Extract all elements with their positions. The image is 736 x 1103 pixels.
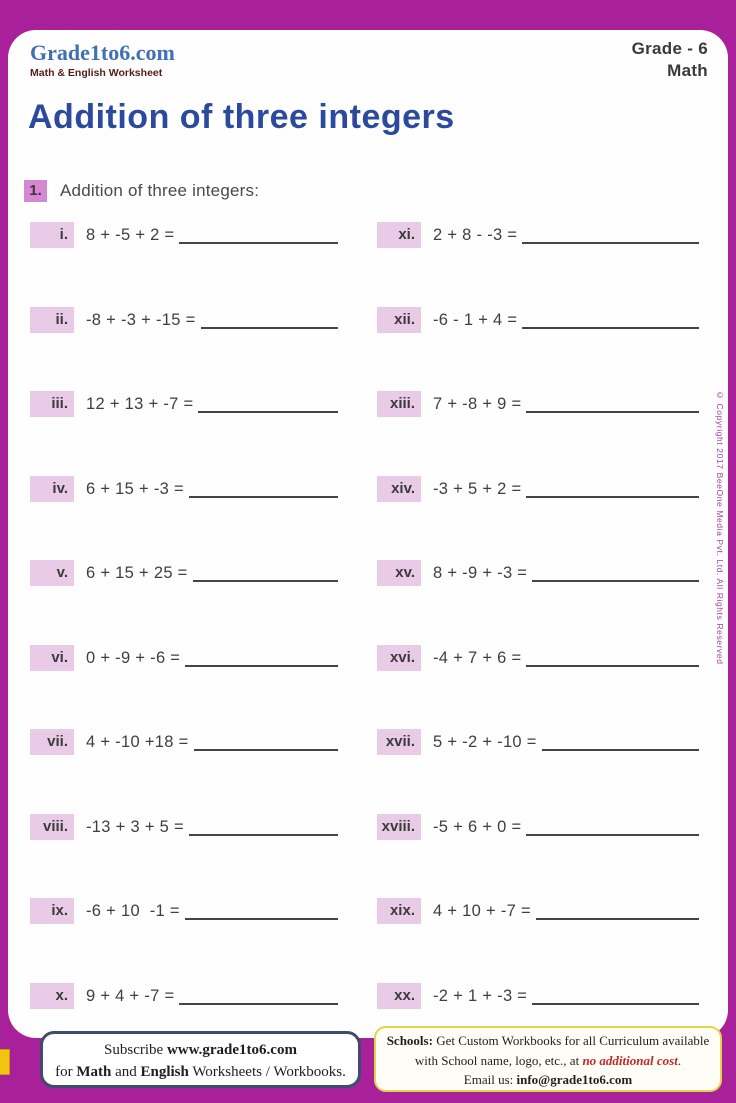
problem-number-badge: ix.	[30, 898, 74, 924]
problem-number-badge: xii.	[377, 307, 421, 333]
problem-number-badge: xviii.	[377, 814, 421, 840]
answer-blank-line	[536, 898, 699, 920]
site-subtitle: Math & English Worksheet	[30, 67, 163, 79]
subscribe-line1: Subscribe www.grade1to6.com	[104, 1042, 297, 1058]
problem-row	[377, 983, 699, 1009]
problem-row	[30, 560, 338, 586]
problem-row	[30, 645, 338, 671]
problem-number-badge: xiv.	[377, 476, 421, 502]
problem-number-badge: v.	[30, 560, 74, 586]
problem-number-badge: iv.	[30, 476, 74, 502]
problems-column-right	[377, 222, 699, 1067]
answer-blank-line	[185, 898, 338, 920]
problem-row	[30, 729, 338, 755]
problem-row	[377, 814, 699, 840]
problem-number-badge: vi.	[30, 645, 74, 671]
problem-expression: 9 + 4 + -7 =	[86, 986, 175, 1005]
answer-blank-line	[526, 476, 699, 498]
problem-row	[377, 729, 699, 755]
question-heading	[24, 180, 259, 202]
question-number-badge: 1.	[24, 180, 47, 202]
problem-number-badge: xiii.	[377, 391, 421, 417]
schools-line3: Email us: info@grade1to6.com	[463, 1072, 633, 1087]
problem-row	[377, 476, 699, 502]
schools-line2: with School name, logo, etc., at no additional cost.	[414, 1052, 682, 1068]
problem-row	[30, 898, 338, 924]
worksheet-card	[8, 30, 728, 1038]
problem-expression: 6 + 15 + -3 =	[86, 479, 184, 498]
grade-label: Grade - 6	[631, 39, 708, 58]
problem-expression: -5 + 6 + 0 =	[433, 817, 522, 836]
problem-expression: 5 + -2 + -10 =	[433, 733, 537, 751]
problem-expression: -6 - 1 + 4 =	[433, 310, 518, 329]
answer-blank-line	[179, 983, 338, 1005]
problem-number-badge: xix.	[377, 898, 421, 924]
problem-number-badge: xi.	[377, 222, 421, 248]
problem-row	[377, 307, 699, 333]
problem-expression: 4 + -10 +18 =	[86, 733, 189, 751]
problem-expression: -13 + 3 + 5 =	[86, 817, 184, 836]
answer-blank-line	[179, 222, 338, 244]
answer-blank-line	[526, 814, 699, 836]
page-title: Addition of three integers	[28, 98, 455, 136]
answer-blank-line	[194, 729, 338, 751]
problem-number-badge: iii.	[30, 391, 74, 417]
problem-row	[377, 560, 699, 586]
answer-blank-line	[526, 645, 699, 667]
answer-blank-line	[189, 476, 338, 498]
problem-expression: 0 + -9 + -6 =	[86, 648, 181, 667]
problem-expression: -2 + 1 + -3 =	[433, 986, 528, 1005]
site-name: Grade1to6.com	[30, 40, 175, 65]
problem-row	[377, 391, 699, 417]
problems-column-left	[30, 222, 338, 1067]
problem-number-badge: viii.	[30, 814, 74, 840]
subscribe-line2: for Math and English Worksheets / Workbooks.	[55, 1063, 346, 1080]
answer-blank-line	[193, 560, 338, 582]
problem-number-badge: vii.	[30, 729, 74, 755]
answer-blank-line	[526, 391, 699, 413]
problem-expression: 6 + 15 + 25 =	[86, 564, 188, 582]
no-additional-cost-highlight: no additional cost	[582, 1052, 678, 1068]
grade-subject-block	[632, 38, 708, 82]
problem-number-badge: xv.	[377, 560, 421, 586]
problem-row	[30, 814, 338, 840]
problem-number-badge: x.	[30, 983, 74, 1009]
answer-blank-line	[201, 307, 338, 329]
problem-row	[377, 898, 699, 924]
problem-row	[377, 222, 699, 248]
subscribe-url: www.grade1to6.com	[166, 1042, 297, 1058]
site-logo	[30, 40, 175, 79]
copyright-notice: © Copyright 2017 BeeOne Media Pvt. Ltd. All Rights Reserved	[715, 390, 725, 665]
answer-blank-line	[189, 814, 338, 836]
problem-expression: -8 + -3 + -15 =	[86, 310, 196, 329]
problem-expression: -3 + 5 + 2 =	[433, 479, 522, 498]
footer-subscribe-box	[40, 1031, 361, 1088]
problem-row	[30, 476, 338, 502]
problem-number-badge: i.	[30, 222, 74, 248]
problem-number-badge: xx.	[377, 983, 421, 1009]
problem-row	[30, 222, 338, 248]
problem-number-badge: xvi.	[377, 645, 421, 671]
problem-expression: 8 + -9 + -3 =	[433, 564, 528, 582]
problem-expression: -6 + 10 -1 =	[86, 902, 180, 920]
question-text: Addition of three integers:	[60, 181, 260, 200]
answer-blank-line	[542, 729, 699, 751]
problem-expression: 12 + 13 + -7 =	[86, 395, 194, 413]
subject-label: Math	[667, 61, 708, 81]
answer-blank-line	[532, 560, 699, 582]
problem-expression: 4 + 10 + -7 =	[433, 902, 531, 920]
answer-blank-line	[522, 222, 699, 244]
problem-expression: 8 + -5 + 2 =	[86, 226, 175, 244]
problem-row	[377, 645, 699, 671]
problem-expression: -4 + 7 + 6 =	[433, 648, 522, 667]
footer-schools-box	[374, 1026, 722, 1092]
schools-line1: Schools: Get Custom Workbooks for all Curriculum available	[386, 1033, 710, 1048]
answer-blank-line	[532, 983, 699, 1005]
problem-row	[30, 391, 338, 417]
problem-expression: 7 + -8 + 9 =	[433, 395, 522, 413]
problem-number-badge: xvii.	[377, 729, 421, 755]
problem-expression: 2 + 8 - -3 =	[433, 226, 518, 244]
answer-blank-line	[198, 391, 338, 413]
problem-number-badge: ii.	[30, 307, 74, 333]
page-edge-badge	[0, 1049, 10, 1075]
answer-blank-line	[522, 307, 699, 329]
answer-blank-line	[185, 645, 338, 667]
problem-row	[30, 983, 338, 1009]
problem-row	[30, 307, 338, 333]
contact-email: info@grade1to6.com	[516, 1072, 633, 1087]
